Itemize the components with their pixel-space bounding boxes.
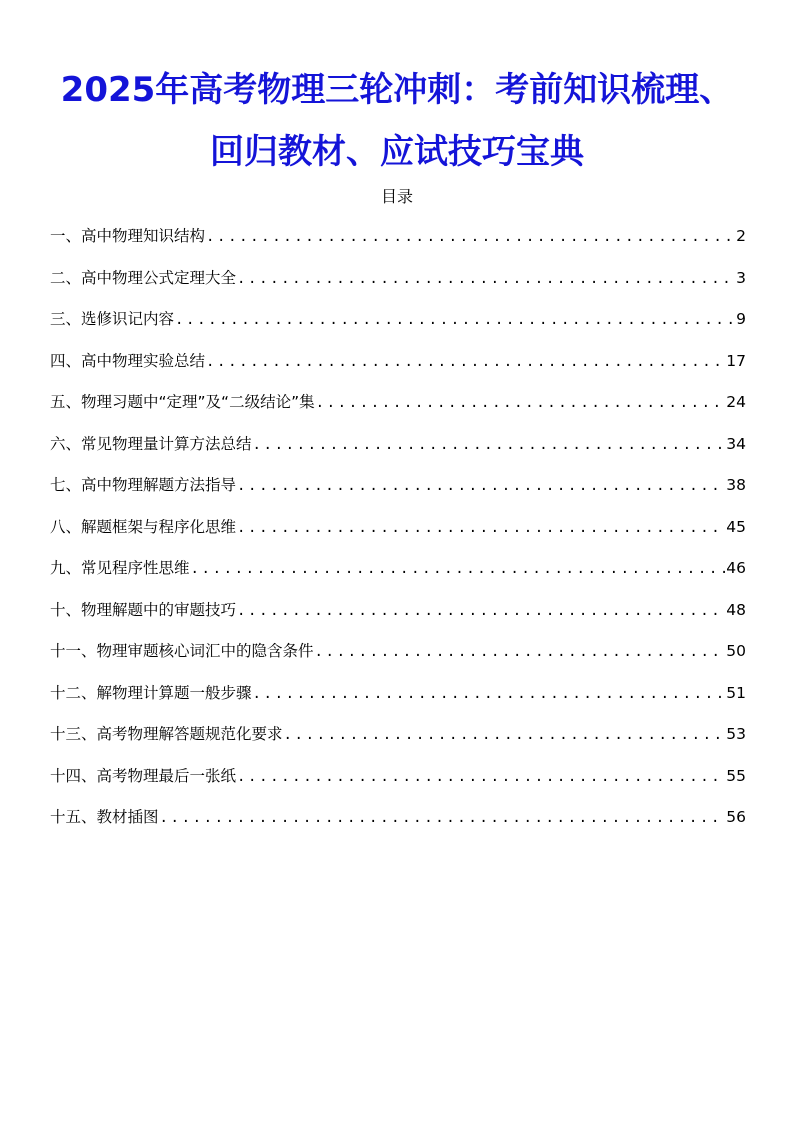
toc-entry-page-number: 55 xyxy=(726,766,746,785)
toc-entry-label: 七、高中物理解题方法指导 xyxy=(50,476,237,494)
toc-entry-label: 十五、教材插图 xyxy=(50,808,159,826)
toc-dot-leader xyxy=(316,391,726,415)
toc-entry-label: 十二、解物理计算题一般步骤 xyxy=(50,683,252,702)
toc-entry-label: 五、物理习题中“定理”及“二级结论”集 xyxy=(50,393,315,411)
toc-entry-page-number: 56 xyxy=(726,808,746,826)
toc-entry-page-number: 24 xyxy=(726,393,746,411)
toc-entry[interactable] xyxy=(50,515,746,557)
toc-dot-leader xyxy=(253,682,726,706)
document-title-line-2: 回归教材、应试技巧宝典 xyxy=(210,132,584,172)
toc-dot-leader xyxy=(206,350,725,374)
toc-entry-page-number: 34 xyxy=(726,434,746,453)
toc-dot-leader xyxy=(237,599,725,623)
toc-entry[interactable] xyxy=(50,390,746,432)
toc-entry-label: 十三、高考物理解答题规范化要求 xyxy=(50,725,283,743)
toc-dot-leader xyxy=(237,516,725,540)
toc-entry-page-number: 48 xyxy=(726,600,746,619)
toc-entry[interactable] xyxy=(50,722,746,764)
toc-heading: 目录 xyxy=(380,187,413,206)
toc-entry-label: 十一、物理审题核心词汇中的隐含条件 xyxy=(50,642,314,660)
toc-entry[interactable] xyxy=(50,307,746,349)
toc-entry[interactable] xyxy=(50,764,746,806)
toc-dot-leader xyxy=(191,557,726,581)
toc-entry-page-number: 38 xyxy=(726,476,746,494)
toc-entry-label: 六、常见物理量计算方法总结 xyxy=(50,434,252,453)
toc-dot-leader xyxy=(160,806,726,830)
toc-entry[interactable] xyxy=(50,349,746,391)
toc-dot-leader xyxy=(237,474,725,498)
toc-dot-leader xyxy=(237,267,735,291)
toc-entry-label: 四、高中物理实验总结 xyxy=(50,351,206,370)
toc-entry[interactable] xyxy=(50,805,746,847)
toc-entry[interactable] xyxy=(50,639,746,681)
toc-entry[interactable] xyxy=(50,432,746,474)
table-of-contents xyxy=(50,224,746,847)
toc-dot-leader xyxy=(237,765,725,789)
toc-entry-label: 三、选修识记内容 xyxy=(50,310,175,328)
toc-entry[interactable] xyxy=(50,556,746,598)
toc-entry-page-number: 17 xyxy=(726,351,746,370)
toc-entry-label: 一、高中物理知识结构 xyxy=(50,227,206,245)
toc-entry-label: 十四、高考物理最后一张纸 xyxy=(50,766,237,785)
toc-entry[interactable] xyxy=(50,681,746,723)
toc-entry[interactable] xyxy=(50,224,746,266)
toc-entry-page-number: 46 xyxy=(726,559,746,577)
toc-entry-label: 二、高中物理公式定理大全 xyxy=(50,268,237,287)
toc-entry-page-number: 50 xyxy=(726,642,746,660)
toc-entry-label: 九、常见程序性思维 xyxy=(50,559,190,577)
toc-entry-page-number: 2 xyxy=(736,227,746,245)
toc-entry-page-number: 53 xyxy=(726,725,746,743)
document-title-line-1: 2025年高考物理三轮冲刺：考前知识梳理、 xyxy=(60,70,734,110)
toc-dot-leader xyxy=(253,433,726,457)
toc-entry-label: 十、物理解题中的审题技巧 xyxy=(50,600,237,619)
toc-entry-page-number: 45 xyxy=(726,517,746,536)
toc-entry-page-number: 51 xyxy=(726,683,746,702)
toc-entry-page-number: 3 xyxy=(736,268,746,287)
toc-dot-leader xyxy=(315,640,726,664)
toc-entry[interactable] xyxy=(50,598,746,640)
toc-dot-leader xyxy=(284,723,726,747)
toc-dot-leader xyxy=(175,308,735,332)
toc-entry-page-number: 9 xyxy=(736,310,746,328)
toc-dot-leader xyxy=(206,225,735,249)
toc-entry[interactable] xyxy=(50,266,746,308)
toc-entry-label: 八、解题框架与程序化思维 xyxy=(50,517,237,536)
toc-entry[interactable] xyxy=(50,473,746,515)
